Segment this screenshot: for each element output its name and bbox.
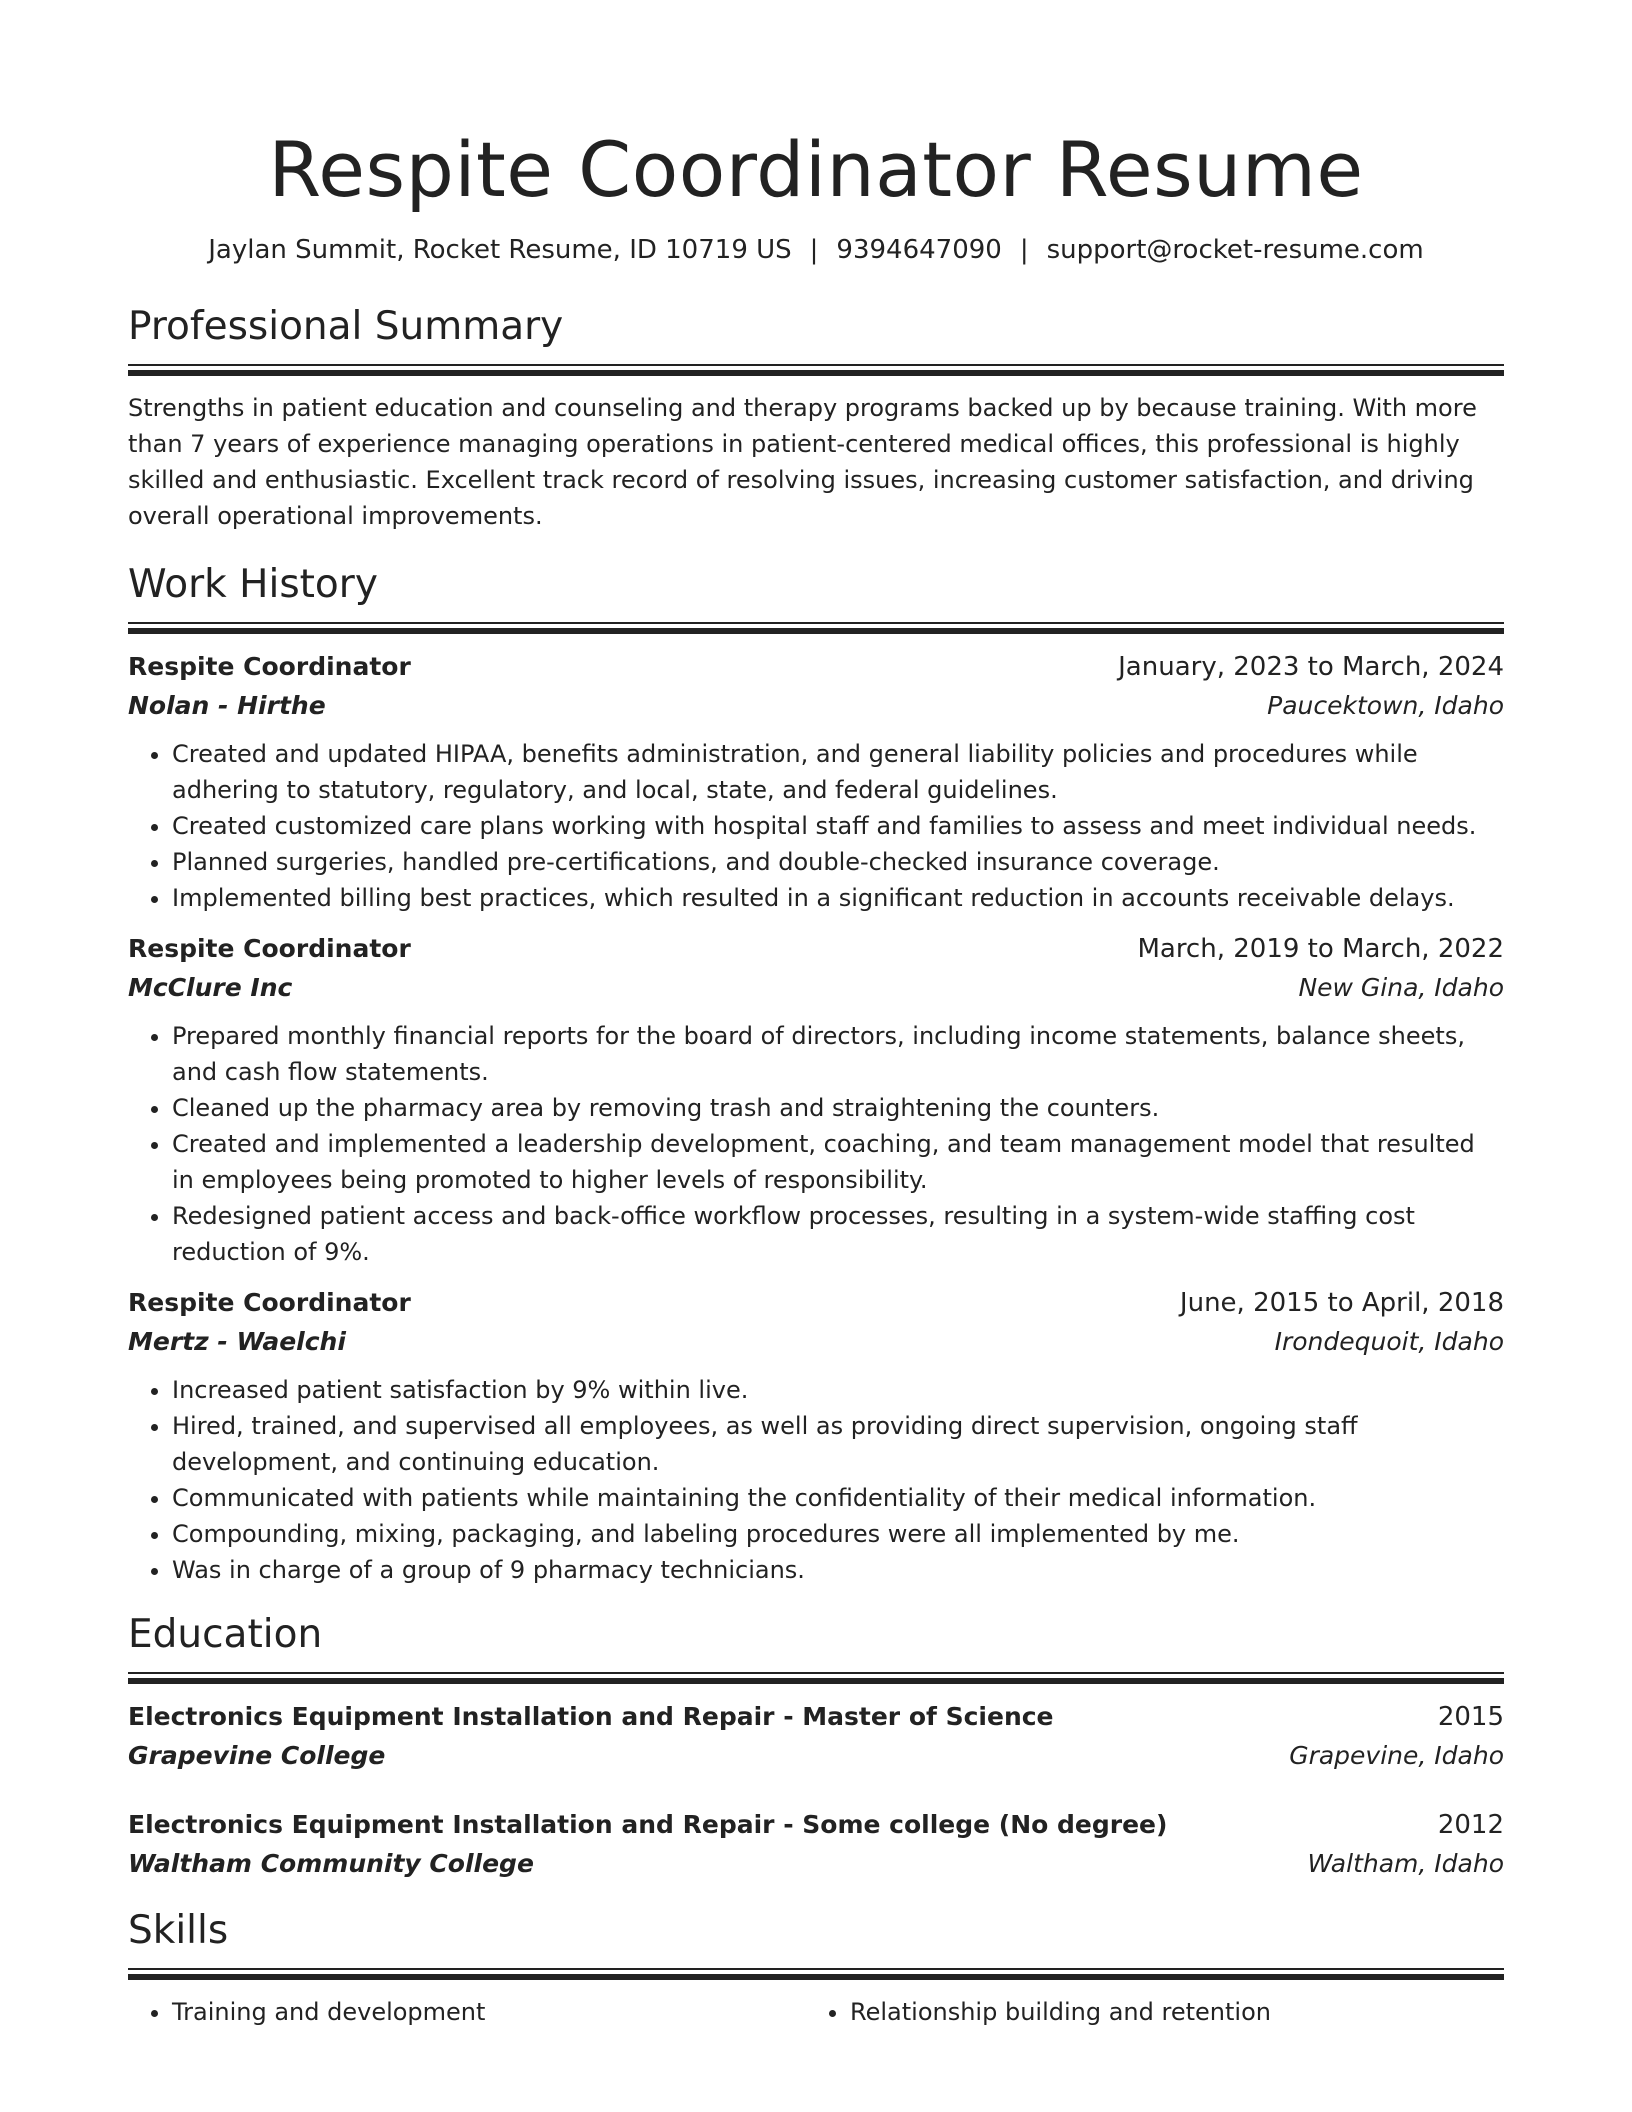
job-bullet: • Prepared monthly financial reports for the board of directors, including income statements, balance sheets, and cash flow statements.	[172, 1018, 1504, 1090]
contact-separator: |	[809, 235, 819, 265]
work-history-heading: Work History	[128, 562, 378, 607]
job-subheader	[128, 968, 1504, 1008]
job-bullets	[128, 736, 1504, 916]
contact-line	[128, 232, 1504, 268]
education-heading: Education	[128, 1612, 323, 1657]
job-bullet: • Redesigned patient access and back-office workflow processes, resulting in a system-wide staffing cost reduction of 9%.	[172, 1198, 1504, 1270]
education-degree: Electronics Equipment Installation and Repair - Some college (No degree)	[128, 1810, 1168, 1839]
job-bullet: • Increased patient satisfaction by 9% within live.	[172, 1372, 1504, 1408]
job-bullet: • Implemented billing best practices, which resulted in a significant reduction in accounts receivable delays.	[172, 880, 1504, 916]
contact-separator: |	[1019, 235, 1029, 265]
job-title: Respite Coordinator	[128, 1288, 411, 1317]
job-entry	[128, 1284, 1504, 1588]
education-section	[128, 1610, 1504, 1884]
job-bullet: • Communicated with patients while maintaining the confidentiality of their medical information.	[172, 1480, 1504, 1516]
job-dates: January, 2023 to March, 2024	[1118, 652, 1504, 682]
job-entry	[128, 930, 1504, 1270]
summary-section	[128, 302, 1504, 534]
summary-text: Strengths in patient education and counseling and therapy programs backed up by because training. With more than 7 years of experience managing operations in patient-centered medical offices, this professional is highly skilled and enthusiastic. Excellent track record of resolving issues, increasing customer satisfaction, and driving overall operational improvements.	[128, 394, 1477, 530]
job-bullet: • Compounding, mixing, packaging, and labeling procedures were all implemented by me.	[172, 1516, 1504, 1552]
skills-section	[128, 1906, 1504, 2030]
job-bullets	[128, 1018, 1504, 1270]
education-entry	[128, 1698, 1504, 1776]
job-bullet: • Cleaned up the pharmacy area by removing trash and straightening the counters.	[172, 1090, 1504, 1126]
education-year: 2015	[1437, 1702, 1504, 1732]
summary-heading: Professional Summary	[128, 304, 564, 349]
skills-list-right	[806, 1994, 1484, 2030]
job-company: Nolan - Hirthe	[128, 691, 326, 720]
section-divider	[128, 1968, 1504, 1980]
job-company: McClure Inc	[128, 973, 293, 1002]
skill-item: • Relationship building and retention	[850, 1994, 1484, 2030]
job-header	[128, 1284, 1504, 1322]
job-bullet: • Created and updated HIPAA, benefits administration, and general liability policies and procedures while adhering to statutory, regulatory, and local, state, and federal guidelines.	[172, 736, 1504, 808]
job-location: Irondequoit, Idaho	[1274, 1327, 1504, 1356]
job-subheader	[128, 1322, 1504, 1362]
section-divider	[128, 1672, 1504, 1684]
section-divider	[128, 622, 1504, 634]
education-school: Waltham Community College	[128, 1849, 534, 1878]
work-history-section	[128, 560, 1504, 1588]
education-degree: Electronics Equipment Installation and Repair - Master of Science	[128, 1702, 1054, 1731]
education-subheader	[128, 1736, 1504, 1776]
job-header	[128, 648, 1504, 686]
contact-phone: 9394647090	[836, 235, 1002, 265]
job-title: Respite Coordinator	[128, 652, 411, 681]
job-entry	[128, 648, 1504, 916]
skills-list-left	[128, 1994, 806, 2030]
skills-columns	[128, 1994, 1504, 2030]
job-bullets	[128, 1372, 1504, 1588]
skill-item: • Training and development	[172, 1994, 806, 2030]
job-bullet: • Created customized care plans working with hospital staff and families to assess and meet individual needs.	[172, 808, 1504, 844]
education-entry	[128, 1806, 1504, 1884]
job-bullet: • Was in charge of a group of 9 pharmacy technicians.	[172, 1552, 1504, 1588]
skills-heading: Skills	[128, 1908, 229, 1953]
job-location: Paucektown, Idaho	[1267, 691, 1504, 720]
job-location: New Gina, Idaho	[1298, 973, 1504, 1002]
job-company: Mertz - Waelchi	[128, 1327, 346, 1356]
job-bullet: • Created and implemented a leadership development, coaching, and team management model that resulted in employees being promoted to higher levels of responsibility.	[172, 1126, 1504, 1198]
job-subheader	[128, 686, 1504, 726]
job-title: Respite Coordinator	[128, 934, 411, 963]
job-dates: March, 2019 to March, 2022	[1137, 934, 1504, 964]
contact-address: Jaylan Summit, Rocket Resume, ID 10719 US	[208, 235, 792, 265]
section-divider	[128, 364, 1504, 376]
education-location: Waltham, Idaho	[1307, 1849, 1504, 1878]
resume-title: Respite Coordinator Resume	[268, 125, 1364, 214]
education-header	[128, 1806, 1504, 1844]
education-school: Grapevine College	[128, 1741, 386, 1770]
job-bullet: • Hired, trained, and supervised all employees, as well as providing direct supervision, ongoing staff development, and continuing education.	[172, 1408, 1504, 1480]
education-location: Grapevine, Idaho	[1289, 1741, 1504, 1770]
job-header	[128, 930, 1504, 968]
job-dates: June, 2015 to April, 2018	[1179, 1288, 1504, 1318]
education-subheader	[128, 1844, 1504, 1884]
education-year: 2012	[1437, 1810, 1504, 1840]
job-bullet: • Planned surgeries, handled pre-certifications, and double-checked insurance coverage.	[172, 844, 1504, 880]
resume-page	[128, 0, 1504, 2030]
education-header	[128, 1698, 1504, 1736]
contact-email: support@rocket-resume.com	[1046, 235, 1424, 265]
